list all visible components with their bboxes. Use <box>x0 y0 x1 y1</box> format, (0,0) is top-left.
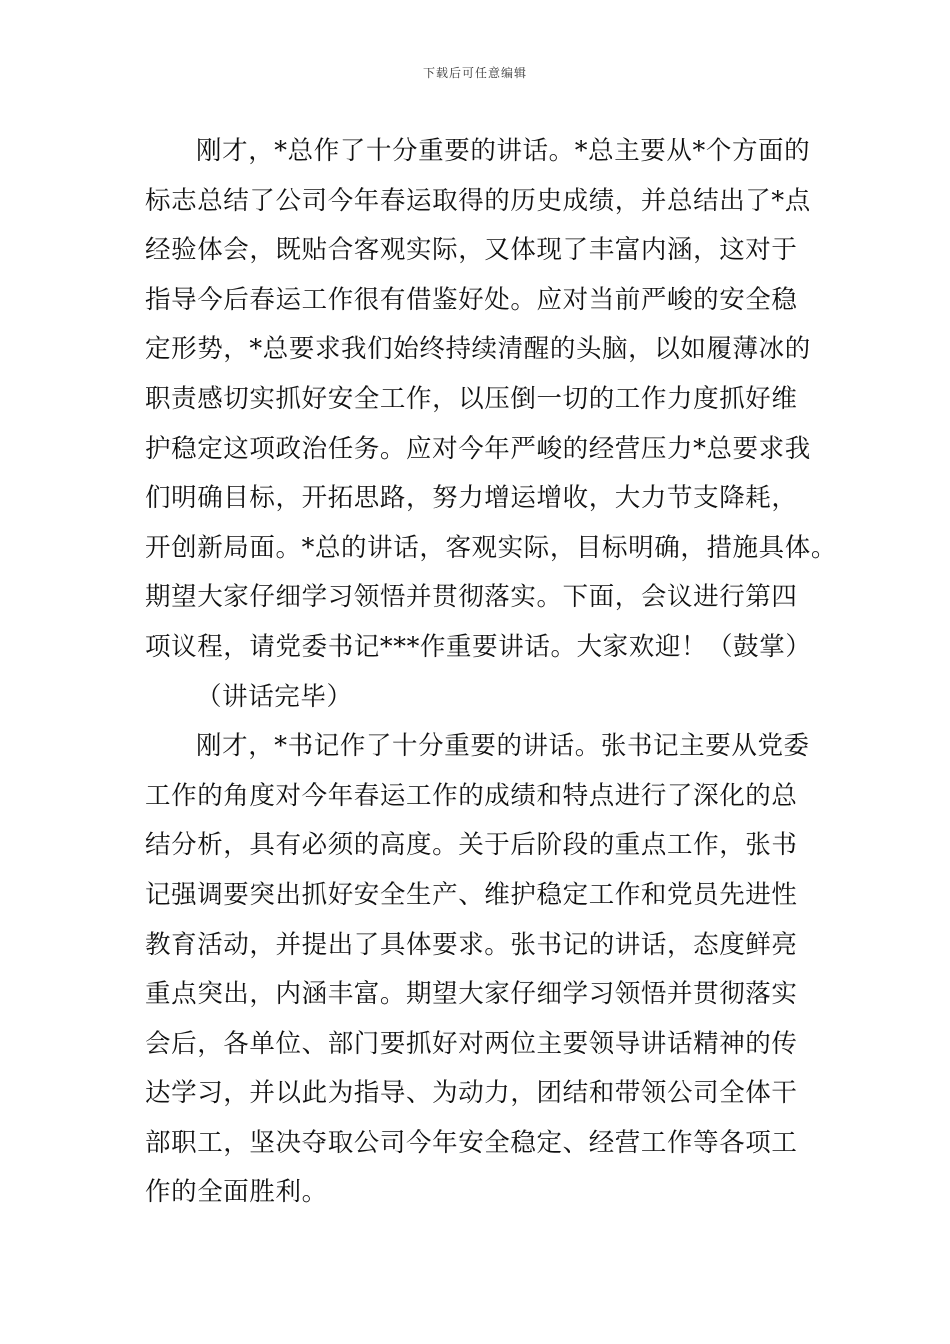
text-line: 重点突出，内涵丰富。期望大家仔细学习领悟并贯彻落实 <box>145 979 798 1010</box>
text-line: 们明确目标，开拓思路，努力增运增收，大力节支降耗， <box>145 483 798 514</box>
text-line: 职责感切实抓好安全工作，以压倒一切的工作力度抓好维 <box>145 383 798 414</box>
text-line: 定形势，*总要求我们始终持续清醒的头脑，以如履薄冰的 <box>145 334 811 365</box>
text-line: 开创新局面。*总的讲话，客观实际，目标明确，措施具体。 <box>145 532 837 563</box>
text-line: 指导今后春运工作很有借鉴好处。应对当前严峻的安全稳 <box>145 284 798 315</box>
text-line: 期望大家仔细学习领悟并贯彻落实。下面，会议进行第四 <box>145 582 798 613</box>
text-line: 工作的角度对今年春运工作的成绩和特点进行了深化的总 <box>145 780 798 811</box>
text-line: 会后，各单位、部门要抓好对两位主要领导讲话精神的传 <box>145 1028 798 1059</box>
text-line: 标志总结了公司今年春运取得的历史成绩，并总结出了*点 <box>145 185 811 216</box>
text-line: 刚才，*书记作了十分重要的讲话。张书记主要从党委 <box>196 731 810 762</box>
text-line: （讲话完毕） <box>196 681 353 712</box>
text-line: 部职工，坚决夺取公司今年安全稳定、经营工作等各项工 <box>145 1127 798 1158</box>
page-header-note: 下载后可任意编辑 <box>422 66 527 80</box>
document-body <box>145 127 837 1218</box>
text-line: 护稳定这项政治任务。应对今年严峻的经营压力*总要求我 <box>145 433 811 464</box>
text-line: 作的全面胜利。 <box>145 1177 328 1208</box>
text-line: 经验体会，既贴合客观实际，又体现了丰富内涵，这对于 <box>145 235 798 266</box>
text-line: 结分析，具有必须的高度。关于后阶段的重点工作，张书 <box>145 830 798 861</box>
text-line: 达学习，并以此为指导、为动力，团结和带领公司全体干 <box>145 1078 798 1109</box>
text-line: 项议程，请党委书记***作重要讲话。大家欢迎！（鼓掌） <box>145 631 812 662</box>
text-line: 记强调要突出抓好安全生产、维护稳定工作和党员先进性 <box>145 879 798 910</box>
text-line: 教育活动，并提出了具体要求。张书记的讲话，态度鲜亮 <box>145 929 798 960</box>
text-line: 刚才，*总作了十分重要的讲话。*总主要从*个方面的 <box>196 136 811 166</box>
